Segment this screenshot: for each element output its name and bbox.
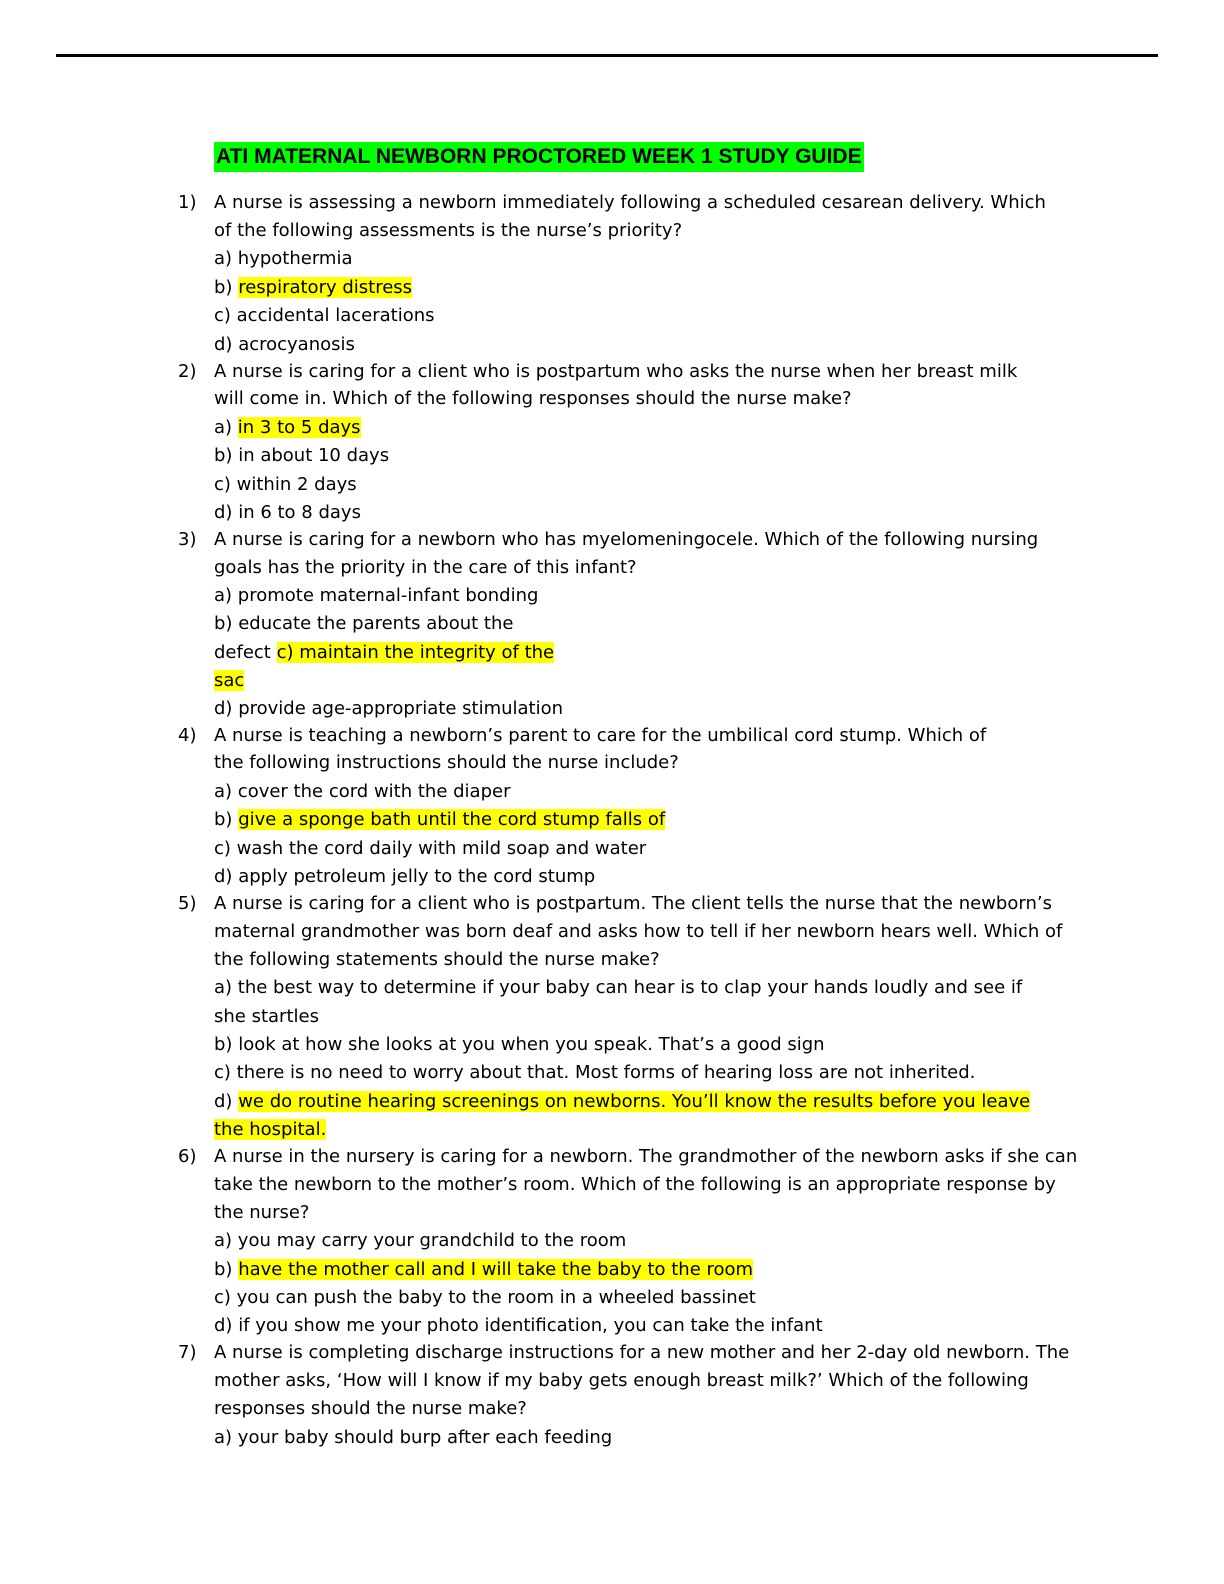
option-d: d) apply petroleum jelly to the cord stump: [214, 866, 596, 887]
option-a: a) you may carry your grandchild to the room: [214, 1230, 627, 1251]
page-title: ATI MATERNAL NEWBORN PROCTORED WEEK 1 STUDY GUIDE: [214, 142, 864, 172]
question-stem: will come in. Which of the following responses should the nurse make?: [214, 388, 852, 409]
answer-highlight: we do routine hearing screenings on newborns. You’ll know the results before you leave: [238, 1091, 1031, 1112]
question-stem: A nurse is assessing a newborn immediately following a scheduled cesarean delivery. Which: [214, 192, 1046, 213]
question-stem: A nurse is caring for a newborn who has myelomeningocele. Which of the following nursing: [214, 529, 1039, 550]
option-b-correct: b) have the mother call and I will take the baby to the room: [214, 1259, 754, 1280]
answer-highlight: the hospital.: [214, 1119, 327, 1140]
option-c: c) accidental lacerations: [214, 305, 435, 326]
option-d: d) acrocyanosis: [214, 334, 355, 355]
option-b-correct: b) respiratory distress: [214, 277, 413, 298]
option-b: b) look at how she looks at you when you speak. That’s a good sign: [214, 1034, 825, 1055]
question-stem: the following instructions should the nurse include?: [214, 752, 679, 773]
question-stem: the following statements should the nurse make?: [214, 949, 660, 970]
answer-highlight: give a sponge bath until the cord stump falls of: [238, 809, 666, 830]
option-c: c) wash the cord daily with mild soap and water: [214, 838, 647, 859]
question-stem: mother asks, ‘How will I know if my baby gets enough breast milk?’ Which of the following: [214, 1370, 1029, 1391]
question-number: 3): [178, 529, 197, 550]
option-b: b) educate the parents about the: [214, 613, 514, 634]
option-a: a) your baby should burp after each feeding: [214, 1427, 613, 1448]
option-d: d) in 6 to 8 days: [214, 502, 361, 523]
question-stem: A nurse is caring for a client who is postpartum who asks the nurse when her breast milk: [214, 361, 1018, 382]
option-a: a) hypothermia: [214, 248, 353, 269]
option-b: b) in about 10 days: [214, 445, 390, 466]
question-stem: of the following assessments is the nurse’s priority?: [214, 220, 683, 241]
option-a: a) cover the cord with the diaper: [214, 781, 511, 802]
option-a: a) promote maternal-infant bonding: [214, 585, 539, 606]
answer-highlight: sac: [214, 670, 245, 691]
question-number: 5): [178, 893, 197, 914]
question-stem: A nurse in the nursery is caring for a newborn. The grandmother of the newborn asks if she can: [214, 1146, 1078, 1167]
option-c: c) you can push the baby to the room in a wheeled bassinet: [214, 1287, 756, 1308]
question-stem: A nurse is completing discharge instructions for a new mother and her 2-day old newborn. The: [214, 1342, 1070, 1363]
question-number: 6): [178, 1146, 197, 1167]
question-number: 1): [178, 192, 197, 213]
question-stem: take the newborn to the mother’s room. Which of the following is an appropriate response by: [214, 1174, 1056, 1195]
question-number: 4): [178, 725, 197, 746]
option-a-continued: she startles: [214, 1006, 319, 1027]
option-d-continued: [214, 1116, 326, 1144]
option-c: c) within 2 days: [214, 474, 357, 495]
option-c-correct: defect c) maintain the integrity of the: [214, 642, 555, 663]
option-b-correct: b) give a sponge bath until the cord stump falls of: [214, 809, 666, 830]
option-d: d) if you show me your photo identification, you can take the infant: [214, 1315, 823, 1336]
question-stem: the nurse?: [214, 1202, 310, 1223]
option-c: c) there is no need to worry about that. Most forms of hearing loss are not inherited.: [214, 1062, 976, 1083]
option-d: d) provide age-appropriate stimulation: [214, 698, 564, 719]
option-a: a) the best way to determine if your baby can hear is to clap your hands loudly and see if: [214, 977, 1023, 998]
question-number: 2): [178, 361, 197, 382]
option-d-correct: d) we do routine hearing screenings on newborns. You’ll know the results before you leave: [214, 1091, 1031, 1112]
answer-highlight: c) maintain the integrity of the: [276, 642, 555, 663]
question-stem: A nurse is teaching a newborn’s parent to care for the umbilical cord stump. Which of: [214, 725, 987, 746]
question-stem: A nurse is caring for a client who is postpartum. The client tells the nurse that the newborn’s: [214, 893, 1052, 914]
option-c-continued: [214, 667, 244, 695]
top-rule: [56, 54, 1158, 57]
answer-highlight: have the mother call and I will take the baby to the room: [238, 1259, 754, 1280]
option-a-correct: a) in 3 to 5 days: [214, 417, 361, 438]
question-number: 7): [178, 1342, 197, 1363]
answer-highlight: in 3 to 5 days: [237, 417, 361, 438]
question-stem: maternal grandmother was born deaf and asks how to tell if her newborn hears well. Which of: [214, 921, 1063, 942]
answer-highlight: respiratory distress: [238, 277, 413, 298]
question-stem: responses should the nurse make?: [214, 1398, 527, 1419]
question-stem: goals has the priority in the care of this infant?: [214, 557, 637, 578]
